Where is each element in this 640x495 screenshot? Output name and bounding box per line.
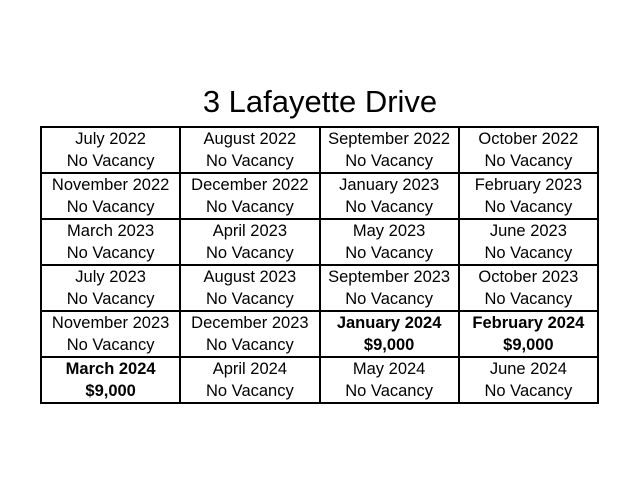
month-label: October 2022 — [478, 130, 579, 148]
month-cell — [180, 127, 319, 173]
month-cell — [459, 311, 598, 357]
rent-price: $9,000 — [85, 382, 136, 400]
month-label: August 2022 — [203, 130, 297, 148]
month-label: June 2024 — [489, 360, 567, 378]
month-label: August 2023 — [203, 268, 297, 286]
month-cell — [320, 219, 459, 265]
month-label: November 2023 — [51, 314, 170, 332]
month-label: July 2022 — [75, 130, 146, 148]
rent-price: $9,000 — [363, 336, 415, 354]
vacancy-table — [40, 126, 599, 404]
month-cell — [180, 357, 319, 403]
month-label: November 2022 — [51, 176, 170, 194]
month-cell — [320, 127, 459, 173]
month-label: April 2024 — [212, 360, 288, 378]
month-label: March 2024 — [65, 360, 156, 378]
vacancy-status: No Vacancy — [66, 152, 155, 170]
month-cell — [180, 311, 319, 357]
month-label: April 2023 — [212, 222, 288, 240]
month-cell — [320, 311, 459, 357]
month-label: February 2023 — [474, 176, 583, 194]
month-cell — [41, 219, 180, 265]
month-label: December 2022 — [191, 176, 309, 194]
table-row — [41, 173, 598, 219]
vacancy-status: No Vacancy — [484, 382, 573, 400]
vacancy-status: No Vacancy — [66, 198, 155, 216]
vacancy-status: No Vacancy — [206, 382, 294, 400]
vacancy-status: No Vacancy — [206, 290, 294, 308]
month-cell — [41, 311, 180, 357]
month-label: September 2023 — [328, 268, 451, 286]
month-label: January 2024 — [336, 314, 442, 332]
rent-price: $9,000 — [503, 336, 554, 354]
vacancy-status: No Vacancy — [484, 290, 573, 308]
vacancy-status: No Vacancy — [484, 152, 573, 170]
month-label: February 2024 — [472, 314, 585, 332]
month-cell — [41, 127, 180, 173]
month-cell — [320, 265, 459, 311]
table-row — [41, 357, 598, 403]
vacancy-table-body — [41, 127, 598, 403]
vacancy-status: No Vacancy — [345, 382, 433, 400]
month-label: March 2023 — [67, 222, 155, 240]
month-label: December 2023 — [191, 314, 309, 332]
month-label: September 2022 — [328, 130, 451, 148]
table-row — [41, 265, 598, 311]
table-row — [41, 311, 598, 357]
month-label: October 2023 — [478, 268, 579, 286]
month-label: July 2023 — [75, 268, 146, 286]
table-row — [41, 127, 598, 173]
month-cell — [459, 173, 598, 219]
vacancy-status: No Vacancy — [484, 198, 573, 216]
month-cell — [41, 357, 180, 403]
month-cell — [320, 173, 459, 219]
month-cell — [459, 127, 598, 173]
vacancy-status: No Vacancy — [206, 244, 294, 262]
vacancy-status: No Vacancy — [345, 290, 433, 308]
month-cell — [459, 265, 598, 311]
month-cell — [320, 357, 459, 403]
month-cell — [180, 173, 319, 219]
vacancy-status: No Vacancy — [206, 198, 294, 216]
month-label: May 2023 — [352, 222, 426, 240]
vacancy-status: No Vacancy — [66, 244, 155, 262]
month-label: June 2023 — [489, 222, 567, 240]
month-cell — [459, 357, 598, 403]
vacancy-status: No Vacancy — [66, 336, 155, 354]
vacancy-status: No Vacancy — [66, 290, 155, 308]
page-title: 3 Lafayette Drive — [202, 84, 438, 119]
vacancy-status: No Vacancy — [484, 244, 573, 262]
month-label: May 2024 — [352, 360, 426, 378]
vacancy-status: No Vacancy — [345, 244, 433, 262]
vacancy-status: No Vacancy — [206, 152, 294, 170]
month-cell — [180, 219, 319, 265]
vacancy-status: No Vacancy — [206, 336, 294, 354]
month-cell — [41, 173, 180, 219]
month-label: January 2023 — [339, 176, 440, 194]
month-cell — [180, 265, 319, 311]
month-cell — [459, 219, 598, 265]
table-row — [41, 219, 598, 265]
month-cell — [41, 265, 180, 311]
vacancy-status: No Vacancy — [345, 198, 433, 216]
vacancy-status: No Vacancy — [345, 152, 433, 170]
